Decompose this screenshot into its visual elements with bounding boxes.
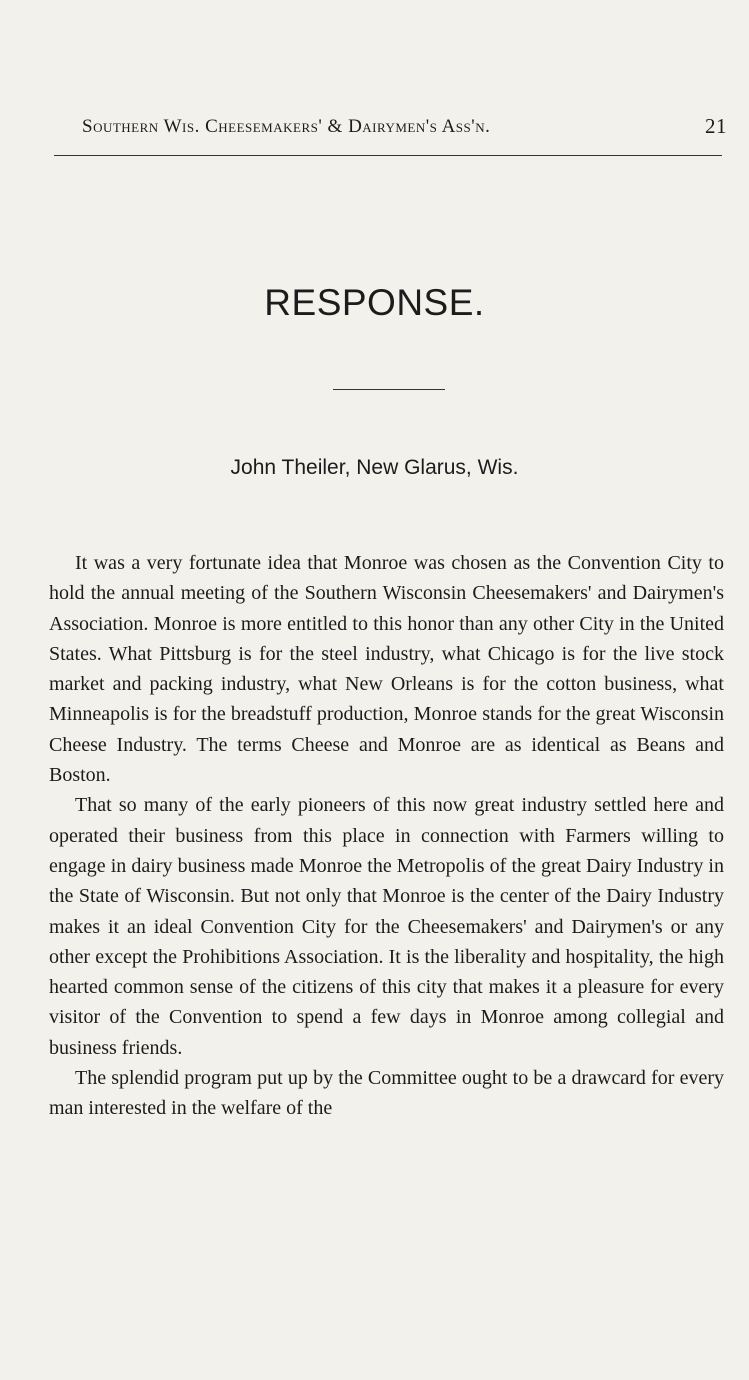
paragraph: That so many of the early pioneers of this now great industry settled here and operated their business from this place in connection with Farmers willing to engage in dairy business made Monroe the Metropolis of the great Dairy Industry in the State of Wisconsin. But not only that Monroe is the center of the Dairy Industry makes it an ideal Convention City for the Cheesemakers' and Dairymen's or any other except the Prohibitions Association. It is the liberality and hospitality, the high hearted common sense of the citizens of this city that makes it a pleasure for every visitor of the Convention to spend a few days in Monroe among collegial and business friends. [49,794,724,1059]
page-title: RESPONSE. [264,282,485,323]
body-text [49,548,724,1124]
running-title: Southern Wis. Cheesemakers' & Dairymen's Ass'n. [82,116,491,137]
running-header [82,112,727,142]
paragraph: The splendid program put up by the Committee ought to be a drawcard for every man interested in the welfare of the [49,1067,724,1120]
header-rule [54,155,722,156]
paragraph: It was a very fortunate idea that Monroe was chosen as the Convention City to hold the annual meeting of the Southern Wisconsin Cheesemakers' and Dairymen's Association. Monroe is more entitled to this honor than any other City in the United States. What Pittsburg is for the steel industry, what Chicago is for the live stock market and packing industry, what New Orleans is for the cotton business, what Minneapolis is for the breadstuff production, Monroe stands for the great Wisconsin Cheese Industry. The terms Cheese and Monroe are as identical as Beans and Boston. [49,552,724,787]
title-rule [333,389,445,390]
author-line: John Theiler, New Glarus, Wis. [230,456,519,479]
page-number: 21 [705,114,727,138]
